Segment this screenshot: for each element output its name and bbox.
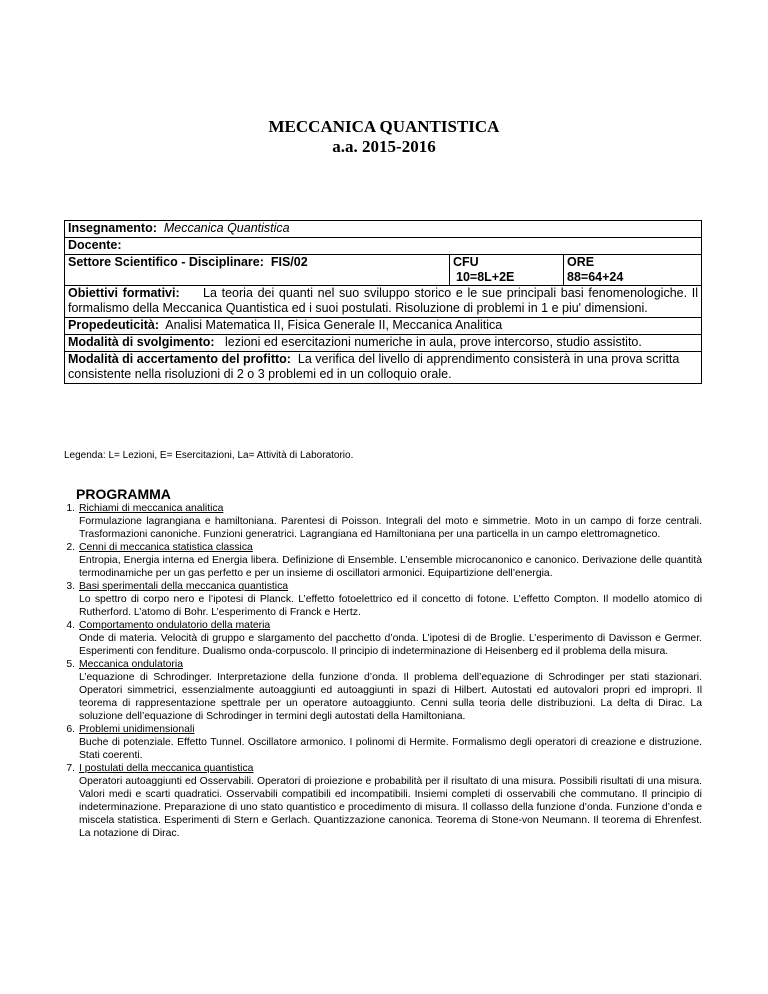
- modalita-value: lezioni ed esercitazioni numeriche in aula, prove intercorso, studio assistito.: [224, 335, 642, 349]
- list-item: [59, 762, 702, 840]
- item-description: Entropia, Energia interna ed Energia libera. Definizione di Ensemble. L’ensemble microcanonico e canonico. Derivazione delle quantità termodinamiche per un gas perfetto e per un insieme di oscillatori armonici. Equipartizione dell’energia.: [79, 555, 702, 579]
- docente-row: [65, 238, 702, 255]
- item-number: 5.: [66, 659, 75, 670]
- item-title: I postulati della meccanica quantistica: [79, 763, 254, 774]
- programma-list: [59, 502, 702, 840]
- programma-heading: PROGRAMMA: [76, 486, 171, 502]
- cfu-label: CFU: [453, 255, 479, 269]
- accertamento-label: Modalità di accertamento del profitto:: [68, 352, 291, 366]
- item-number: 3.: [66, 581, 75, 592]
- list-item: [59, 580, 702, 619]
- obiettivi-row: [65, 286, 702, 318]
- list-item: [59, 502, 702, 541]
- modalita-row: [65, 335, 702, 352]
- item-title: Cenni di meccanica statistica classica: [79, 542, 253, 553]
- propedeuticita-label: Propedeuticità:: [68, 318, 159, 332]
- obiettivi-value: La teoria dei quanti nel suo sviluppo storico e le sue principali basi fenomenologiche. Il formalismo della Meccanica Quantistica ed i suoi postulati. Risoluzione di problemi in 1 e piu' dimensioni.: [68, 286, 698, 315]
- document-title: MECCANICA QUANTISTICA: [268, 117, 500, 136]
- settore-value: FIS/02: [270, 255, 308, 269]
- item-description: Buche di potenziale. Effetto Tunnel. Oscillatore armonico. I polinomi di Hermite. Formalismo degli operatori di creazione e distruzione. Stati coerenti.: [79, 737, 702, 761]
- item-description: Lo spettro di corpo nero e l’ipotesi di Planck. L’effetto fotoelettrico ed il concetto di fotone. L’effetto Compton. Il modello atomico di Rutherford. L’atomo di Bohr. L’esperimento di Franck e Hertz.: [79, 594, 702, 618]
- propedeuticita-row: [65, 318, 702, 335]
- obiettivi-label: Obiettivi formativi:: [68, 286, 180, 300]
- legend-text: Legenda: L= Lezioni, E= Esercitazioni, La= Attività di Laboratorio.: [64, 450, 354, 461]
- docente-label: Docente:: [68, 238, 122, 252]
- settore-label: Settore Scientifico - Disciplinare:: [68, 255, 264, 269]
- item-title: Meccanica ondulatoria: [79, 659, 183, 670]
- list-item: [59, 658, 702, 723]
- item-description: Operatori autoaggiunti ed Osservabili. Operatori di proiezione e probabilità per il risultato di una misura. Possibili risultati di una misura. Valori medi e scarti quadratici. Osservabili compatibili ed incompatibili. Insiemi completi di osservabili che commutano. Il principio di indeterminazione. Preparazione di uno stato quantistico e procedimento di misura. Il collasso della funzione d’onda. Funzione d’onda e miscela statistica. Esperimenti di Stern e Gerlach. Quantizzazione canonica. Teorema di Stone-von Neumann. Il teorema di Ehrenfest. La notazione di Dirac.: [79, 776, 702, 839]
- accertamento-row: [65, 352, 702, 384]
- item-description: Formulazione lagrangiana e hamiltoniana. Parentesi di Poisson. Integrali del moto e simmetrie. Moto in un campo di forze centrali. Trasformazioni canoniche. Funzioni generatrici. Lagrangiana ed Hamiltoniana per una particella in un campo elettromagnetico.: [79, 516, 702, 540]
- item-number: 2.: [66, 542, 75, 553]
- item-number: 6.: [66, 724, 75, 735]
- propedeuticita-value: Analisi Matematica II, Fisica Generale II, Meccanica Analitica: [165, 318, 503, 332]
- settore-cell: [68, 255, 449, 285]
- settore-row: [65, 255, 702, 286]
- academic-year: a.a. 2015-2016: [332, 137, 436, 156]
- item-description: Onde di materia. Velocità di gruppo e slargamento del pacchetto d’onda. L’ipotesi di de Broglie. L’esperimento di Davisson e Germer. Esperimenti con fenditure. Dualismo onda-corpuscolo. Il principio di indeterminazione di Heisenberg ed il problema della misura.: [79, 633, 702, 657]
- accertamento-value: La verifica del livello di apprendimento consisterà in una prova scritta consistente nella risoluzioni di 2 o 3 problemi ed in un colloquio orale.: [68, 352, 680, 381]
- list-item: [59, 619, 702, 658]
- insegnamento-row: [65, 221, 702, 238]
- item-number: 1.: [66, 503, 75, 514]
- cfu-value: 10=8L+2E: [456, 270, 515, 284]
- item-title: Basi sperimentali della meccanica quantistica: [79, 581, 289, 592]
- insegnamento-value: Meccanica Quantistica: [163, 221, 290, 235]
- item-number: 7.: [66, 763, 75, 774]
- modalita-label: Modalità di svolgimento:: [68, 335, 215, 349]
- item-title: Comportamento ondulatorio della materia: [79, 620, 271, 631]
- ore-value: 88=64+24: [567, 270, 624, 284]
- item-number: 4.: [66, 620, 75, 631]
- list-item: [59, 723, 702, 762]
- ore-cell: [564, 255, 687, 285]
- cfu-cell: [449, 255, 564, 285]
- item-description: L’equazione di Schrodinger. Interpretazione della funzione d’onda. Il problema dell’equazione di Schrodinger per stati stazionari. Operatori simmetrici, essenzialmente autoaggiunti ed autoaggiunti in spazi di Hilbert. Autostati ed autovalori propri ed impropri. Il teorema di rappresentazione spettrale per un operatore autoaggiunto. Cenni sulla teoria delle distribuzioni. La delta di Dirac. La soluzione dell’equazione di Schrodinger in termini degli autostati della Hamiltoniana.: [79, 672, 702, 722]
- course-info-table: [64, 220, 702, 384]
- list-item: [59, 541, 702, 580]
- insegnamento-label: Insegnamento:: [68, 221, 157, 235]
- ore-label: ORE: [567, 255, 595, 269]
- item-title: Richiami di meccanica analitica: [79, 503, 224, 514]
- item-title: Problemi unidimensionali: [79, 724, 195, 735]
